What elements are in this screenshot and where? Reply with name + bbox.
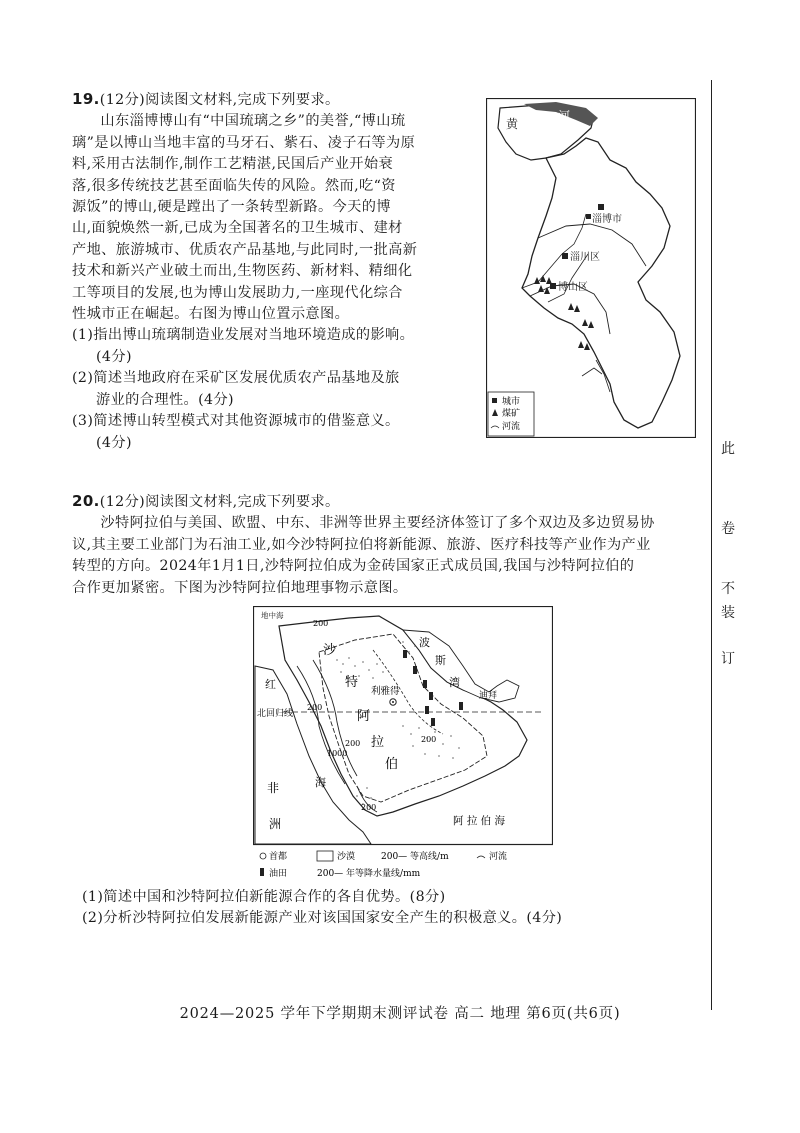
question-20	[72, 491, 702, 599]
q19-number: 19.	[72, 90, 100, 108]
label-riyadh: 利雅得	[371, 686, 400, 697]
q19-sub-2: (2)简述当地政府在采矿区发展优质农产品基地及旅	[72, 370, 400, 387]
legend-desert: 沙漠	[337, 852, 356, 862]
q19-line-10: 性城市正在崛起。右图为博山位置示意图。	[72, 306, 350, 323]
label-hai: 海	[315, 776, 326, 789]
zibo-city-dot	[586, 214, 591, 219]
q19-line-5: 源饭”的博山,硬是蹚出了一条转型新路。今天的博	[72, 199, 391, 216]
q20-header-text: (12分)阅读图文材料,完成下列要求。	[99, 494, 340, 510]
label-gulf-bo: 波	[419, 636, 430, 649]
legend-capital-icon	[260, 853, 266, 859]
q19-sub-1	[72, 325, 477, 346]
q19-line-6: 山,面貌焕然一新,已成为全国著名的卫生城市、建材	[72, 220, 403, 237]
zibo-city-marker	[598, 204, 604, 210]
q20-header	[72, 491, 702, 513]
contour-label-5: 200	[421, 735, 437, 744]
legend-river2-icon	[477, 856, 485, 858]
legend-river: 河流	[502, 422, 521, 432]
legend-desert-icon	[317, 851, 333, 861]
legend-river2: 河流	[489, 852, 508, 862]
q19-line-4: 落,很多传统技艺甚至面临失传的风险。然而,吃“资	[72, 177, 396, 194]
q20-subquestions	[82, 887, 702, 930]
legend-coal: 煤矿	[502, 409, 521, 419]
map-label-huang: 黄	[506, 117, 519, 131]
legend-rainfall: 200— 年等降水量线/mm	[317, 869, 421, 879]
q20-line-4: 合作更加紧密。下图为沙特阿拉伯地理事物示意图。	[72, 579, 408, 596]
legend-oilfield-icon	[260, 868, 264, 876]
label-zhou: 洲	[269, 817, 282, 831]
legend-city-icon	[492, 398, 497, 403]
label-bo: 伯	[385, 757, 399, 772]
q20-line-2: 议,其主要工业部门为石油工业,如今沙特阿拉伯将新能源、旅游、医疗科技等产业作为产业	[72, 536, 651, 553]
legend-city: 城市	[502, 397, 521, 407]
label-te: 特	[345, 675, 359, 690]
boshan-location-map	[486, 98, 696, 438]
question-19	[72, 89, 477, 454]
map-label-boshan: 博山区	[558, 282, 588, 293]
q19-line-1: 山东淄博博山有“中国琉璃之乡”的美誉,“博山琉	[100, 113, 406, 130]
q19-sub-3: (3)简述博山转型模式对其他资源城市的借鉴意义。	[72, 413, 400, 430]
contour-label-4: 200	[345, 739, 361, 748]
map-label-he: 河	[558, 109, 571, 123]
map-label-zibo: 淄博市	[592, 214, 622, 225]
binding-char-3: 不	[721, 581, 735, 597]
q20-number: 20.	[72, 492, 100, 510]
q19-line-2: 璃”是以博山当地丰富的马牙石、紫石、凌子石等为原	[72, 134, 416, 151]
contour-label-6: 200	[361, 803, 377, 812]
label-gulf-si: 斯	[435, 654, 446, 667]
q20-line-1: 沙特阿拉伯与美国、欧盟、中东、非洲等世界主要经济体签订了多个双边及多边贸易协	[100, 515, 655, 532]
label-fei: 非	[267, 781, 280, 795]
q19-line-3: 料,采用古法制作,制作工艺精湛,民国后产业开始衰	[72, 156, 394, 173]
binding-char-4: 装	[721, 605, 735, 621]
binding-char-2: 卷	[721, 521, 735, 537]
contour-label-1: 200	[313, 619, 329, 628]
q19-line-8: 技术和新兴产业破土而出,生物医药、新材料、精细化	[72, 263, 413, 280]
binding-char-1: 此	[721, 441, 735, 457]
legend-oilfield: 油田	[269, 869, 288, 879]
label-a: 阿	[357, 709, 371, 724]
label-tropic: 北回归线	[257, 709, 294, 719]
q19-sub-2-cont: 游业的合理性。(4分)	[96, 391, 234, 408]
boshan-city-marker	[550, 283, 556, 289]
riyadh-capital-dot	[392, 701, 394, 703]
label-la: 拉	[371, 735, 385, 750]
q19-header-text: (12分)阅读图文材料,完成下列要求。	[99, 92, 340, 108]
saudi-arabia-map	[253, 606, 553, 882]
zichuan-city-marker	[562, 253, 568, 259]
q19-line-9: 工等项目的发展,也为博山发展助力,一座现代化综合	[72, 284, 403, 301]
q19-sub1-text: (1)指出博山琉璃制造业发展对当地环境造成的影响。	[72, 327, 415, 344]
contour-label-3: 1000	[327, 749, 348, 758]
legend-contour: 200— 等高线/m	[381, 852, 449, 862]
label-hong: 红	[265, 678, 276, 691]
q20-line-3: 转型的方向。2024年1月1日,沙特阿拉伯成为金砖国家正式成员国,我国与沙特阿拉伯的	[72, 558, 635, 575]
q20-sub-2: (2)分析沙特阿拉伯发展新能源产业对该国国家安全产生的积极意义。(4分)	[82, 910, 563, 927]
label-gulf-wan: 湾	[449, 676, 460, 689]
page-footer: 2024—2025 学年下学期期末测评试卷 高二 地理 第6页(共6页)	[179, 1006, 621, 1022]
q19-sub-3-points: (4分)	[96, 434, 132, 451]
q20-legend	[260, 850, 507, 879]
q19-sub-1-points: (4分)	[96, 348, 132, 365]
contour-label-2: 200	[307, 703, 323, 712]
label-dubai: 迪拜	[479, 691, 498, 701]
binding-line	[711, 80, 712, 1010]
label-sha: 沙	[323, 643, 337, 658]
binding-char-5: 订	[721, 651, 735, 667]
q19-legend	[488, 392, 534, 436]
q19-line-7: 产地、旅游城市、优质农产品基地,与此同时,一批高新	[72, 241, 418, 258]
q20-sub-1: (1)简述中国和沙特阿拉伯新能源合作的各自优势。(8分)	[82, 889, 446, 905]
q19-header	[72, 89, 477, 111]
label-mediterranean: 地中海	[261, 611, 284, 620]
label-arabian-sea: 阿 拉 伯 海	[453, 815, 506, 827]
map-label-zichuan: 淄川区	[570, 252, 600, 263]
legend-capital: 首都	[269, 852, 288, 862]
